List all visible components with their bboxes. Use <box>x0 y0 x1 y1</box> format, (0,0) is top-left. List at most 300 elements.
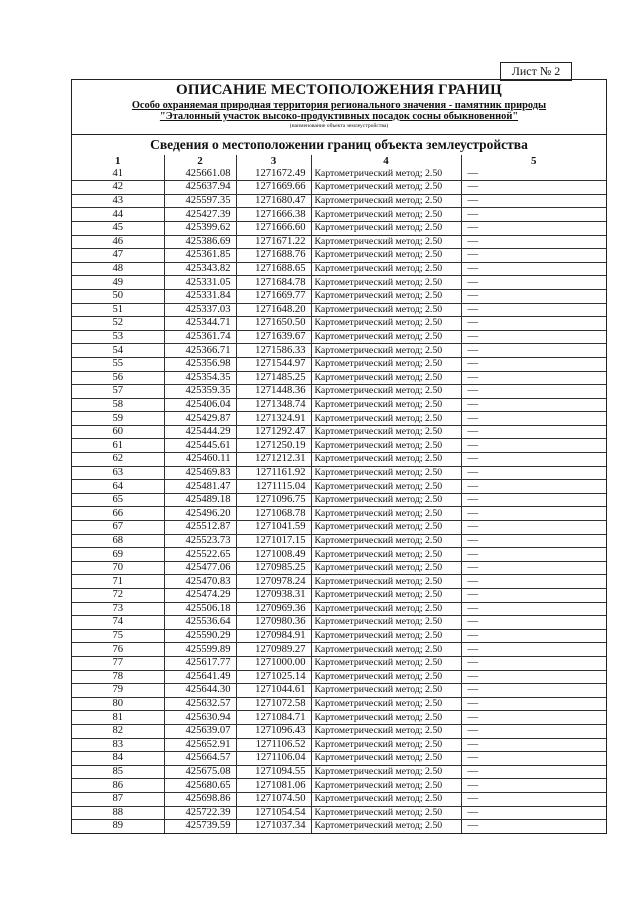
x-coordinate-cell: 425644.30 <box>164 684 236 698</box>
description-cell: — <box>461 711 606 725</box>
x-coordinate-cell: 425469.83 <box>164 466 236 480</box>
y-coordinate-cell: 1270969.36 <box>236 602 311 616</box>
x-coordinate-cell: 425344.71 <box>164 317 236 331</box>
x-coordinate-cell: 425366.71 <box>164 344 236 358</box>
y-coordinate-cell: 1271037.34 <box>236 820 311 833</box>
description-cell: — <box>461 752 606 766</box>
x-coordinate-cell: 425361.85 <box>164 249 236 263</box>
method-accuracy-cell: Картометрический метод; 2.50 <box>311 806 461 820</box>
method-accuracy-cell: Картометрический метод; 2.50 <box>311 697 461 711</box>
table-row <box>72 289 606 303</box>
description-cell: — <box>461 643 606 657</box>
description-cell: — <box>461 534 606 548</box>
x-coordinate-cell: 425536.64 <box>164 616 236 630</box>
table-row <box>72 221 606 235</box>
y-coordinate-cell: 1271106.04 <box>236 752 311 766</box>
table-row <box>72 466 606 480</box>
description-cell: — <box>461 439 606 453</box>
description-cell: — <box>461 765 606 779</box>
method-accuracy-cell: Картометрический метод; 2.50 <box>311 711 461 725</box>
point-number-cell: 63 <box>72 466 164 480</box>
point-number-cell: 74 <box>72 616 164 630</box>
description-cell: — <box>461 398 606 412</box>
method-accuracy-cell: Картометрический метод; 2.50 <box>311 425 461 439</box>
point-number-cell: 86 <box>72 779 164 793</box>
description-cell: — <box>461 208 606 222</box>
column-header: 5 <box>461 155 606 168</box>
point-number-cell: 61 <box>72 439 164 453</box>
x-coordinate-cell: 425522.65 <box>164 548 236 562</box>
x-coordinate-cell: 425637.94 <box>164 181 236 195</box>
x-coordinate-cell: 425739.59 <box>164 820 236 833</box>
method-accuracy-cell: Картометрический метод; 2.50 <box>311 792 461 806</box>
x-coordinate-cell: 425597.35 <box>164 194 236 208</box>
x-coordinate-cell: 425680.65 <box>164 779 236 793</box>
description-cell: — <box>461 820 606 833</box>
table-row <box>72 507 606 521</box>
x-coordinate-cell: 425698.86 <box>164 792 236 806</box>
point-number-cell: 82 <box>72 724 164 738</box>
point-number-cell: 47 <box>72 249 164 263</box>
method-accuracy-cell: Картометрический метод; 2.50 <box>311 534 461 548</box>
method-accuracy-cell: Картометрический метод; 2.50 <box>311 656 461 670</box>
y-coordinate-cell: 1271115.04 <box>236 480 311 494</box>
table-row <box>72 656 606 670</box>
table-row <box>72 643 606 657</box>
point-number-cell: 49 <box>72 276 164 290</box>
description-cell: — <box>461 589 606 603</box>
y-coordinate-cell: 1271081.06 <box>236 779 311 793</box>
description-cell: — <box>461 357 606 371</box>
column-header: 3 <box>236 155 311 168</box>
y-coordinate-cell: 1270978.24 <box>236 575 311 589</box>
table-row <box>72 589 606 603</box>
x-coordinate-cell: 425630.94 <box>164 711 236 725</box>
method-accuracy-cell: Картометрический метод; 2.50 <box>311 344 461 358</box>
point-number-cell: 80 <box>72 697 164 711</box>
point-number-cell: 42 <box>72 181 164 195</box>
point-number-cell: 44 <box>72 208 164 222</box>
point-number-cell: 41 <box>72 168 164 181</box>
point-number-cell: 75 <box>72 629 164 643</box>
point-number-cell: 62 <box>72 453 164 467</box>
table-body <box>72 168 606 833</box>
y-coordinate-cell: 1270980.36 <box>236 616 311 630</box>
table-row <box>72 670 606 684</box>
point-number-cell: 83 <box>72 738 164 752</box>
description-cell: — <box>461 670 606 684</box>
table-row <box>72 453 606 467</box>
description-cell: — <box>461 385 606 399</box>
method-accuracy-cell: Картометрический метод; 2.50 <box>311 249 461 263</box>
description-cell: — <box>461 453 606 467</box>
method-accuracy-cell: Картометрический метод; 2.50 <box>311 330 461 344</box>
method-accuracy-cell: Картометрический метод; 2.50 <box>311 385 461 399</box>
description-cell: — <box>461 262 606 276</box>
x-coordinate-cell: 425664.57 <box>164 752 236 766</box>
y-coordinate-cell: 1271096.75 <box>236 493 311 507</box>
x-coordinate-cell: 425496.20 <box>164 507 236 521</box>
method-accuracy-cell: Картометрический метод; 2.50 <box>311 221 461 235</box>
table-row <box>72 480 606 494</box>
x-coordinate-cell: 425460.11 <box>164 453 236 467</box>
x-coordinate-cell: 425406.04 <box>164 398 236 412</box>
point-number-cell: 73 <box>72 602 164 616</box>
y-coordinate-cell: 1271044.61 <box>236 684 311 698</box>
point-number-cell: 54 <box>72 344 164 358</box>
table-row <box>72 208 606 222</box>
x-coordinate-cell: 425343.82 <box>164 262 236 276</box>
table-row <box>72 724 606 738</box>
table-row <box>72 194 606 208</box>
x-coordinate-cell: 425470.83 <box>164 575 236 589</box>
y-coordinate-cell: 1271684.78 <box>236 276 311 290</box>
table-row <box>72 181 606 195</box>
point-number-cell: 68 <box>72 534 164 548</box>
table-row <box>72 303 606 317</box>
territory-category-line: Особо охраняемая природная территория регионального значения - памятник природы <box>131 100 547 111</box>
point-number-cell: 52 <box>72 317 164 331</box>
method-accuracy-cell: Картометрический метод; 2.50 <box>311 589 461 603</box>
table-row <box>72 344 606 358</box>
coordinates-table <box>72 155 606 833</box>
y-coordinate-cell: 1271008.49 <box>236 548 311 562</box>
x-coordinate-cell: 425331.05 <box>164 276 236 290</box>
y-coordinate-cell: 1271017.15 <box>236 534 311 548</box>
description-cell: — <box>461 575 606 589</box>
description-cell: — <box>461 697 606 711</box>
point-number-cell: 70 <box>72 561 164 575</box>
y-coordinate-cell: 1271074.50 <box>236 792 311 806</box>
description-cell: — <box>461 181 606 195</box>
y-coordinate-cell: 1271666.60 <box>236 221 311 235</box>
method-accuracy-cell: Картометрический метод; 2.50 <box>311 480 461 494</box>
method-accuracy-cell: Картометрический метод; 2.50 <box>311 684 461 698</box>
point-number-cell: 46 <box>72 235 164 249</box>
table-row <box>72 235 606 249</box>
method-accuracy-cell: Картометрический метод; 2.50 <box>311 303 461 317</box>
y-coordinate-cell: 1271586.33 <box>236 344 311 358</box>
description-cell: — <box>461 507 606 521</box>
method-accuracy-cell: Картометрический метод; 2.50 <box>311 235 461 249</box>
x-coordinate-cell: 425599.89 <box>164 643 236 657</box>
description-cell: — <box>461 194 606 208</box>
x-coordinate-cell: 425427.39 <box>164 208 236 222</box>
y-coordinate-cell: 1271041.59 <box>236 521 311 535</box>
point-number-cell: 56 <box>72 371 164 385</box>
method-accuracy-cell: Картометрический метод; 2.50 <box>311 724 461 738</box>
y-coordinate-cell: 1271448.36 <box>236 385 311 399</box>
y-coordinate-cell: 1271292.47 <box>236 425 311 439</box>
table-row <box>72 493 606 507</box>
point-number-cell: 85 <box>72 765 164 779</box>
point-number-cell: 88 <box>72 806 164 820</box>
y-coordinate-cell: 1271485.25 <box>236 371 311 385</box>
x-coordinate-cell: 425359.35 <box>164 385 236 399</box>
method-accuracy-cell: Картометрический метод; 2.50 <box>311 276 461 290</box>
x-coordinate-cell: 425512.87 <box>164 521 236 535</box>
y-coordinate-cell: 1270984.91 <box>236 629 311 643</box>
method-accuracy-cell: Картометрический метод; 2.50 <box>311 548 461 562</box>
table-row <box>72 317 606 331</box>
x-coordinate-cell: 425356.98 <box>164 357 236 371</box>
point-number-cell: 66 <box>72 507 164 521</box>
table-row <box>72 371 606 385</box>
description-cell: — <box>461 806 606 820</box>
x-coordinate-cell: 425590.29 <box>164 629 236 643</box>
x-coordinate-cell: 425639.07 <box>164 724 236 738</box>
table-row <box>72 398 606 412</box>
method-accuracy-cell: Картометрический метод; 2.50 <box>311 616 461 630</box>
column-header: 2 <box>164 155 236 168</box>
description-cell: — <box>461 425 606 439</box>
point-number-cell: 55 <box>72 357 164 371</box>
method-accuracy-cell: Картометрический метод; 2.50 <box>311 453 461 467</box>
table-row <box>72 711 606 725</box>
y-coordinate-cell: 1271094.55 <box>236 765 311 779</box>
y-coordinate-cell: 1270989.27 <box>236 643 311 657</box>
table-row <box>72 262 606 276</box>
description-cell: — <box>461 276 606 290</box>
x-coordinate-cell: 425652.91 <box>164 738 236 752</box>
description-cell: — <box>461 616 606 630</box>
point-number-cell: 58 <box>72 398 164 412</box>
y-coordinate-cell: 1271672.49 <box>236 168 311 181</box>
y-coordinate-cell: 1271650.50 <box>236 317 311 331</box>
description-cell: — <box>461 303 606 317</box>
description-cell: — <box>461 412 606 426</box>
point-number-cell: 84 <box>72 752 164 766</box>
y-coordinate-cell: 1271084.71 <box>236 711 311 725</box>
method-accuracy-cell: Картометрический метод; 2.50 <box>311 561 461 575</box>
y-coordinate-cell: 1271348.74 <box>236 398 311 412</box>
table-row <box>72 385 606 399</box>
method-accuracy-cell: Картометрический метод; 2.50 <box>311 493 461 507</box>
table-row <box>72 548 606 562</box>
x-coordinate-cell: 425399.62 <box>164 221 236 235</box>
table-row <box>72 820 606 833</box>
x-coordinate-cell: 425661.08 <box>164 168 236 181</box>
table-row <box>72 425 606 439</box>
object-name-line: "Эталонный участок высоко-продуктивных посадок сосны обыкновенной" <box>159 111 519 122</box>
table-row <box>72 697 606 711</box>
table-row <box>72 521 606 535</box>
x-coordinate-cell: 425489.18 <box>164 493 236 507</box>
method-accuracy-cell: Картометрический метод; 2.50 <box>311 752 461 766</box>
document-title: ОПИСАНИЕ МЕСТОПОЛОЖЕНИЯ ГРАНИЦ <box>176 82 502 98</box>
y-coordinate-cell: 1271161.92 <box>236 466 311 480</box>
point-number-cell: 79 <box>72 684 164 698</box>
y-coordinate-cell: 1271544.97 <box>236 357 311 371</box>
table-row <box>72 602 606 616</box>
method-accuracy-cell: Картометрический метод; 2.50 <box>311 765 461 779</box>
object-name-caption: (наименование объекта землеустройства) <box>289 123 389 129</box>
y-coordinate-cell: 1271639.67 <box>236 330 311 344</box>
x-coordinate-cell: 425632.57 <box>164 697 236 711</box>
column-header: 4 <box>311 155 461 168</box>
table-row <box>72 575 606 589</box>
description-cell: — <box>461 602 606 616</box>
x-coordinate-cell: 425675.08 <box>164 765 236 779</box>
description-cell: — <box>461 493 606 507</box>
point-number-cell: 65 <box>72 493 164 507</box>
y-coordinate-cell: 1271688.76 <box>236 249 311 263</box>
description-cell: — <box>461 521 606 535</box>
method-accuracy-cell: Картометрический метод; 2.50 <box>311 575 461 589</box>
point-number-cell: 48 <box>72 262 164 276</box>
description-cell: — <box>461 235 606 249</box>
sheet-number-label: Лист № 2 <box>500 62 572 81</box>
y-coordinate-cell: 1271054.54 <box>236 806 311 820</box>
y-coordinate-cell: 1271000.00 <box>236 656 311 670</box>
x-coordinate-cell: 425386.69 <box>164 235 236 249</box>
table-row <box>72 412 606 426</box>
description-cell: — <box>461 629 606 643</box>
x-coordinate-cell: 425444.29 <box>164 425 236 439</box>
x-coordinate-cell: 425506.18 <box>164 602 236 616</box>
x-coordinate-cell: 425523.73 <box>164 534 236 548</box>
table-row <box>72 806 606 820</box>
point-number-cell: 50 <box>72 289 164 303</box>
point-number-cell: 59 <box>72 412 164 426</box>
description-cell: — <box>461 684 606 698</box>
y-coordinate-cell: 1271671.22 <box>236 235 311 249</box>
method-accuracy-cell: Картометрический метод; 2.50 <box>311 779 461 793</box>
method-accuracy-cell: Картометрический метод; 2.50 <box>311 602 461 616</box>
point-number-cell: 51 <box>72 303 164 317</box>
point-number-cell: 71 <box>72 575 164 589</box>
method-accuracy-cell: Картометрический метод; 2.50 <box>311 439 461 453</box>
method-accuracy-cell: Картометрический метод; 2.50 <box>311 412 461 426</box>
method-accuracy-cell: Картометрический метод; 2.50 <box>311 738 461 752</box>
method-accuracy-cell: Картометрический метод; 2.50 <box>311 371 461 385</box>
y-coordinate-cell: 1271669.77 <box>236 289 311 303</box>
description-cell: — <box>461 738 606 752</box>
method-accuracy-cell: Картометрический метод; 2.50 <box>311 629 461 643</box>
point-number-cell: 77 <box>72 656 164 670</box>
description-cell: — <box>461 371 606 385</box>
method-accuracy-cell: Картометрический метод; 2.50 <box>311 289 461 303</box>
description-cell: — <box>461 249 606 263</box>
y-coordinate-cell: 1271324.91 <box>236 412 311 426</box>
description-cell: — <box>461 330 606 344</box>
y-coordinate-cell: 1271025.14 <box>236 670 311 684</box>
table-row <box>72 330 606 344</box>
table-header-row <box>72 155 606 168</box>
x-coordinate-cell: 425337.03 <box>164 303 236 317</box>
point-number-cell: 45 <box>72 221 164 235</box>
section-title: Сведения о местоположении границ объекта землеустройства <box>72 134 606 155</box>
method-accuracy-cell: Картометрический метод; 2.50 <box>311 208 461 222</box>
method-accuracy-cell: Картометрический метод; 2.50 <box>311 466 461 480</box>
y-coordinate-cell: 1271068.78 <box>236 507 311 521</box>
y-coordinate-cell: 1270938.31 <box>236 589 311 603</box>
point-number-cell: 67 <box>72 521 164 535</box>
table-row <box>72 738 606 752</box>
method-accuracy-cell: Картометрический метод; 2.50 <box>311 820 461 833</box>
y-coordinate-cell: 1271669.66 <box>236 181 311 195</box>
boundary-description-form <box>71 79 607 834</box>
x-coordinate-cell: 425354.35 <box>164 371 236 385</box>
table-row <box>72 249 606 263</box>
method-accuracy-cell: Картометрический метод; 2.50 <box>311 643 461 657</box>
column-header: 1 <box>72 155 164 168</box>
method-accuracy-cell: Картометрический метод; 2.50 <box>311 168 461 181</box>
x-coordinate-cell: 425429.87 <box>164 412 236 426</box>
x-coordinate-cell: 425474.29 <box>164 589 236 603</box>
y-coordinate-cell: 1271688.65 <box>236 262 311 276</box>
x-coordinate-cell: 425361.74 <box>164 330 236 344</box>
table-row <box>72 561 606 575</box>
point-number-cell: 60 <box>72 425 164 439</box>
description-cell: — <box>461 779 606 793</box>
y-coordinate-cell: 1271072.58 <box>236 697 311 711</box>
y-coordinate-cell: 1271106.52 <box>236 738 311 752</box>
y-coordinate-cell: 1270985.25 <box>236 561 311 575</box>
table-row <box>72 616 606 630</box>
method-accuracy-cell: Картометрический метод; 2.50 <box>311 670 461 684</box>
x-coordinate-cell: 425617.77 <box>164 656 236 670</box>
point-number-cell: 76 <box>72 643 164 657</box>
y-coordinate-cell: 1271212.31 <box>236 453 311 467</box>
description-cell: — <box>461 289 606 303</box>
description-cell: — <box>461 561 606 575</box>
method-accuracy-cell: Картометрический метод; 2.50 <box>311 507 461 521</box>
table-row <box>72 168 606 181</box>
table-row <box>72 439 606 453</box>
y-coordinate-cell: 1271680.47 <box>236 194 311 208</box>
point-number-cell: 64 <box>72 480 164 494</box>
point-number-cell: 78 <box>72 670 164 684</box>
table-row <box>72 779 606 793</box>
x-coordinate-cell: 425481.47 <box>164 480 236 494</box>
x-coordinate-cell: 425477.06 <box>164 561 236 575</box>
y-coordinate-cell: 1271250.19 <box>236 439 311 453</box>
table-row <box>72 792 606 806</box>
table-row <box>72 534 606 548</box>
y-coordinate-cell: 1271096.43 <box>236 724 311 738</box>
point-number-cell: 43 <box>72 194 164 208</box>
x-coordinate-cell: 425331.84 <box>164 289 236 303</box>
description-cell: — <box>461 480 606 494</box>
x-coordinate-cell: 425445.61 <box>164 439 236 453</box>
table-row <box>72 276 606 290</box>
description-cell: — <box>461 466 606 480</box>
method-accuracy-cell: Картометрический метод; 2.50 <box>311 398 461 412</box>
point-number-cell: 89 <box>72 820 164 833</box>
point-number-cell: 69 <box>72 548 164 562</box>
description-cell: — <box>461 168 606 181</box>
method-accuracy-cell: Картометрический метод; 2.50 <box>311 521 461 535</box>
point-number-cell: 72 <box>72 589 164 603</box>
description-cell: — <box>461 317 606 331</box>
description-cell: — <box>461 344 606 358</box>
method-accuracy-cell: Картометрический метод; 2.50 <box>311 357 461 371</box>
method-accuracy-cell: Картометрический метод; 2.50 <box>311 194 461 208</box>
y-coordinate-cell: 1271648.20 <box>236 303 311 317</box>
method-accuracy-cell: Картометрический метод; 2.50 <box>311 317 461 331</box>
y-coordinate-cell: 1271666.38 <box>236 208 311 222</box>
point-number-cell: 57 <box>72 385 164 399</box>
method-accuracy-cell: Картометрический метод; 2.50 <box>311 262 461 276</box>
table-row <box>72 765 606 779</box>
description-cell: — <box>461 656 606 670</box>
point-number-cell: 81 <box>72 711 164 725</box>
table-row <box>72 684 606 698</box>
description-cell: — <box>461 548 606 562</box>
description-cell: — <box>461 221 606 235</box>
table-row <box>72 357 606 371</box>
